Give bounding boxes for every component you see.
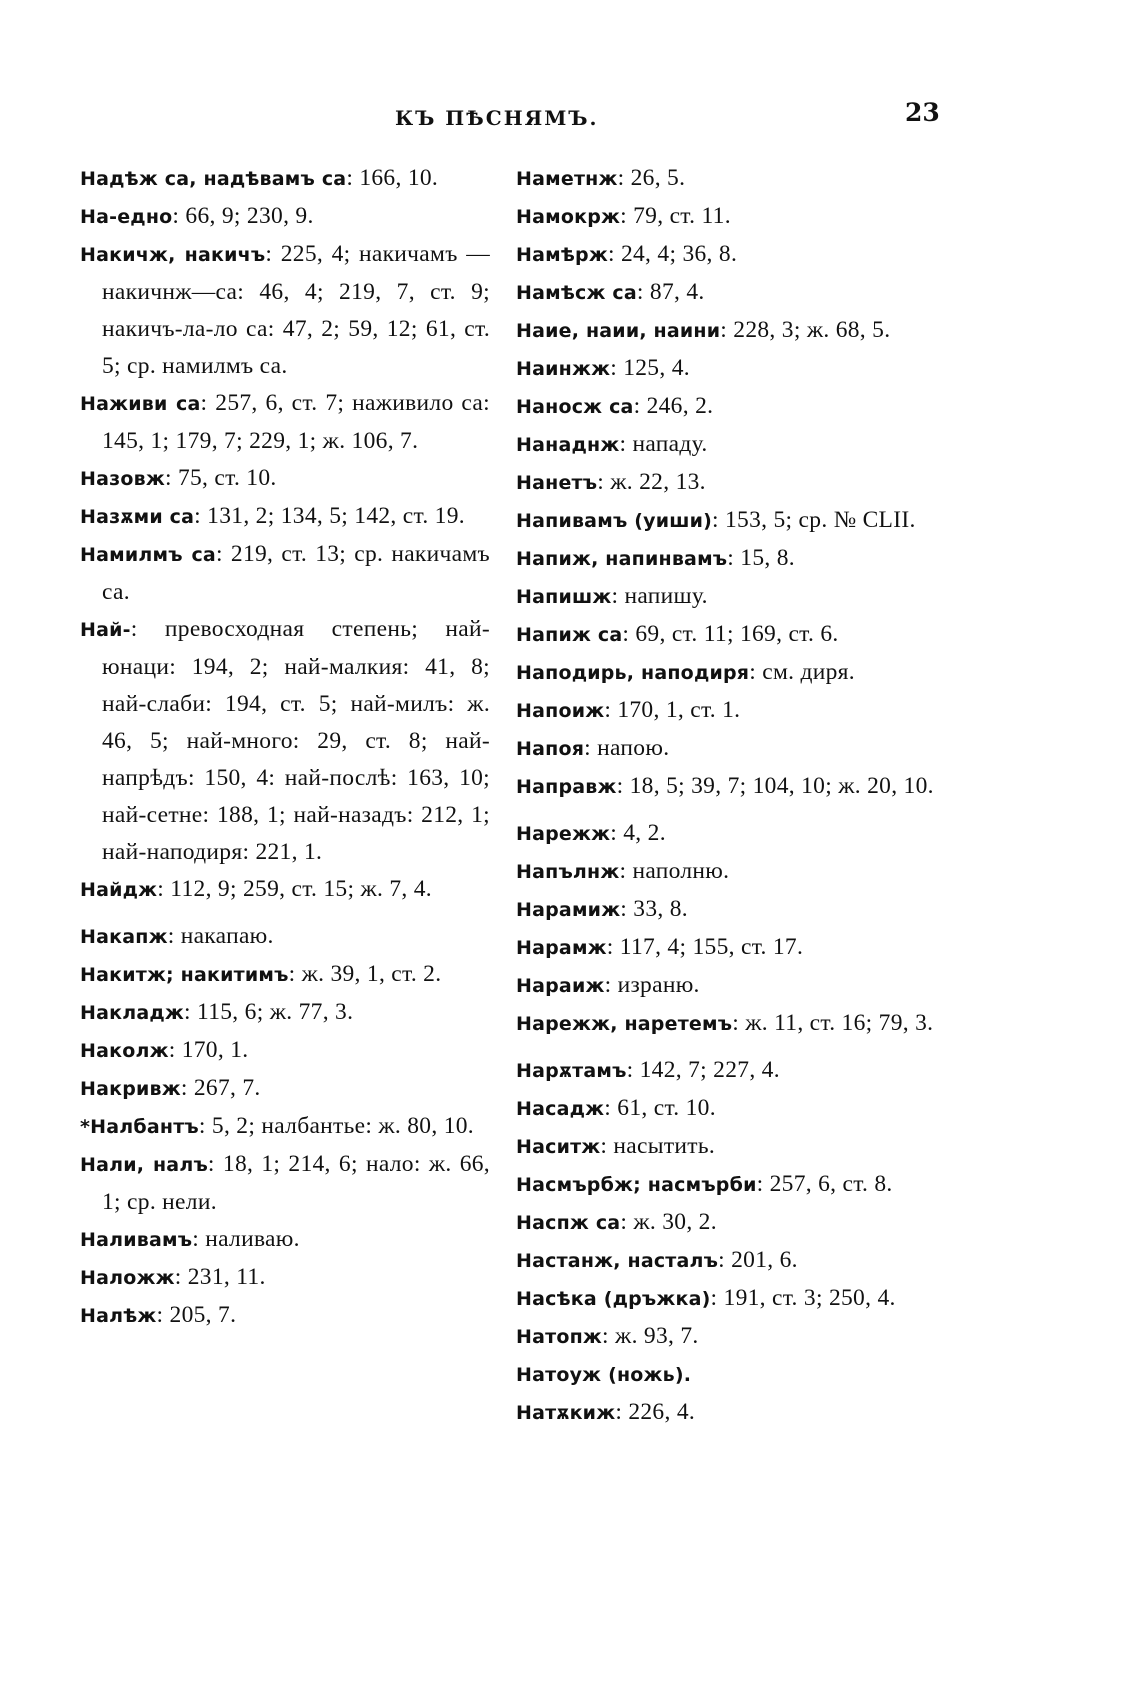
entry-headword: Нарамиж bbox=[516, 899, 621, 921]
entry-references: : напишу. bbox=[611, 583, 708, 609]
dictionary-entry bbox=[80, 994, 490, 1032]
entry-headword: Напишж bbox=[516, 586, 612, 608]
dictionary-entry bbox=[80, 536, 490, 611]
entry-references: : 87, 4. bbox=[636, 279, 705, 305]
entry-headword: Направж bbox=[516, 776, 617, 798]
dictionary-entry bbox=[80, 198, 490, 236]
entry-headword: Назовж bbox=[80, 468, 165, 490]
entry-references: : 61, ст. 10. bbox=[604, 1095, 716, 1121]
entry-headword: Накапж bbox=[80, 926, 168, 948]
page-header bbox=[0, 98, 1140, 138]
entry-references: : 15, 8. bbox=[727, 545, 795, 571]
dictionary-entry bbox=[80, 1032, 490, 1070]
dictionary-entry bbox=[516, 853, 946, 891]
entry-headword: Наливамъ bbox=[80, 1229, 193, 1251]
entry-headword: Наживи са bbox=[80, 393, 201, 415]
entry-references: : накапаю. bbox=[167, 923, 274, 949]
entry-headword: Намѣрж bbox=[516, 244, 608, 266]
entry-headword: Накладж bbox=[80, 1002, 185, 1024]
entry-headword: Наситж bbox=[516, 1136, 601, 1158]
entry-references: : 125, 4. bbox=[610, 355, 690, 381]
entry-references: : напою. bbox=[584, 735, 670, 761]
entry-references: : 246, 2. bbox=[633, 393, 714, 419]
dictionary-entry bbox=[80, 1108, 490, 1146]
dictionary-entry bbox=[516, 768, 946, 806]
entry-headword: Насѣка (дръжка) bbox=[516, 1288, 711, 1310]
dictionary-entry bbox=[516, 274, 946, 312]
entry-references: : 4, 2. bbox=[610, 820, 666, 846]
entry-references: : ж. 93, 7. bbox=[602, 1323, 699, 1349]
entry-headword: Накичж, накичъ bbox=[80, 244, 266, 266]
entry-references: : 257, 6, ст. 8. bbox=[756, 1171, 893, 1197]
entry-references: : 131, 2; 134, 5; 142, ст. 19. bbox=[194, 503, 465, 529]
entry-headword: Натопж bbox=[516, 1326, 603, 1348]
dictionary-entry bbox=[516, 929, 946, 967]
entry-headword: Накитж; накитимъ bbox=[80, 964, 289, 986]
entry-references: : 225, 4; накичамъ — накичнж—са: 46, 4; 219, 7, ст. 9; накичъ-ла-ло са: 47, 2; 59, 12; 61, ст. 5; ср. намилмъ са. bbox=[102, 241, 490, 379]
entry-references: : 201, 6. bbox=[718, 1247, 798, 1273]
entry-headword: Намокрж bbox=[516, 206, 621, 228]
entry-references: : 153, 5; ср. № CLII. bbox=[712, 507, 916, 533]
entry-headword: Накривж bbox=[80, 1078, 181, 1100]
entry-headword: Натѫкиж bbox=[516, 1402, 616, 1424]
dictionary-entry bbox=[80, 871, 490, 909]
entry-headword: Наспж са bbox=[516, 1212, 621, 1234]
entry-headword: Наколж bbox=[80, 1040, 169, 1062]
entry-references: : превосходная степень; най-юнаци: 194, 2; най-малкия: 41, 8; най-слаби: 194, ст. 5; най-милъ: ж. 46, 5; най-много: 29, ст. 8; най-напрѣдъ: 150, 4: най-послѣ: 163, 10; най-сетне: 188, 1; най-назадъ: 212, 1; най-наподиря: 221, 1. bbox=[102, 616, 490, 865]
dictionary-entry bbox=[80, 611, 490, 871]
entry-headword: Надѣж са, надѣвамъ са bbox=[80, 168, 347, 190]
entry-references: : ж. 11, ст. 16; 79, 3. bbox=[732, 1010, 934, 1036]
entry-headword: Намѣсж са bbox=[516, 282, 637, 304]
dictionary-entry bbox=[516, 1318, 946, 1356]
entry-references: : 112, 9; 259, ст. 15; ж. 7, 4. bbox=[157, 876, 432, 902]
entry-references: : ж. 39, 1, ст. 2. bbox=[288, 961, 442, 987]
entry-headword: Нарежж, наретемъ bbox=[516, 1013, 733, 1035]
entry-references: : 33, 8. bbox=[620, 896, 688, 922]
entry-references: : 257, 6, ст. 7; наживило са: 145, 1; 179, 7; 229, 1; ж. 106, 7. bbox=[102, 390, 490, 454]
right-column bbox=[516, 160, 946, 1432]
dictionary-entry bbox=[80, 236, 490, 385]
dictionary-entry bbox=[516, 388, 946, 426]
entry-references: : 18, 5; 39, 7; 104, 10; ж. 20, 10. bbox=[616, 773, 934, 799]
entry-references: : 219, ст. 13; ср. накичамъ са. bbox=[102, 541, 490, 605]
entry-headword: Нарѫтамъ bbox=[516, 1060, 627, 1082]
entry-headword: Назѫми са bbox=[80, 506, 195, 528]
dictionary-entry bbox=[516, 891, 946, 929]
entry-headword: Нанаднж bbox=[516, 434, 620, 456]
entry-headword: Най- bbox=[80, 619, 131, 641]
entry-headword: Наметнж bbox=[516, 168, 618, 190]
dictionary-entry bbox=[516, 502, 946, 540]
entry-references: : наполню. bbox=[619, 858, 730, 884]
entry-references: : 166, 10. bbox=[346, 165, 439, 191]
entry-references: : 228, 3; ж. 68, 5. bbox=[720, 317, 891, 343]
entry-headword: Наинжж bbox=[516, 358, 611, 380]
dictionary-entry bbox=[516, 692, 946, 730]
dictionary-entry bbox=[80, 1297, 490, 1335]
dictionary-entry bbox=[516, 1394, 946, 1432]
dictionary-entry bbox=[516, 1280, 946, 1318]
entry-references: : 5, 2; налбантье: ж. 80, 10. bbox=[198, 1113, 474, 1139]
entry-headword: Напиж, напинвамъ bbox=[516, 548, 728, 570]
dictionary-entry bbox=[80, 460, 490, 498]
entry-headword: Насмърбж; насмърби bbox=[516, 1174, 757, 1196]
entry-references: : 66, 9; 230, 9. bbox=[172, 203, 314, 229]
entry-references: : наливаю. bbox=[192, 1226, 300, 1252]
entry-references: : 69, ст. 11; 169, ст. 6. bbox=[622, 621, 839, 647]
dictionary-entry bbox=[80, 160, 490, 198]
dictionary-entry bbox=[516, 654, 946, 692]
entry-references: : нападу. bbox=[619, 431, 708, 457]
dictionary-entry bbox=[516, 540, 946, 578]
entry-headword: Напоиж bbox=[516, 700, 605, 722]
running-title: КЪ ПѢСНЯМЪ. bbox=[395, 106, 599, 130]
dictionary-entry bbox=[516, 1204, 946, 1242]
entry-references: : 170, 1. bbox=[168, 1037, 249, 1063]
dictionary-entry bbox=[80, 1146, 490, 1221]
entry-references: : 115, 6; ж. 77, 3. bbox=[184, 999, 354, 1025]
dictionary-entry bbox=[516, 1356, 946, 1394]
left-column bbox=[80, 160, 490, 1335]
dictionary-entry bbox=[516, 616, 946, 654]
entry-headword: Нали, налъ bbox=[80, 1154, 208, 1176]
dictionary-entry bbox=[516, 1242, 946, 1280]
dictionary-entry bbox=[80, 385, 490, 460]
dictionary-entry bbox=[80, 956, 490, 994]
entry-headword: Наподирь, наподиря bbox=[516, 662, 750, 684]
entry-references: : 191, ст. 3; 250, 4. bbox=[710, 1285, 896, 1311]
entry-headword: Напълнж bbox=[516, 861, 620, 883]
entry-headword: Настанж, насталъ bbox=[516, 1250, 719, 1272]
entry-headword: Наносж са bbox=[516, 396, 634, 418]
dictionary-entry bbox=[516, 1052, 946, 1090]
entry-headword: Нараиж bbox=[516, 975, 605, 997]
dictionary-entry bbox=[516, 198, 946, 236]
entry-references: : 24, 4; 36, 8. bbox=[607, 241, 738, 267]
entry-references: : ж. 30, 2. bbox=[620, 1209, 717, 1235]
dictionary-entry bbox=[516, 350, 946, 388]
entry-references: : израню. bbox=[604, 972, 700, 998]
entry-headword: Наложж bbox=[80, 1267, 175, 1289]
entry-headword: Намилмъ са bbox=[80, 544, 216, 566]
entry-headword: Натоуж (ножь). bbox=[516, 1364, 692, 1386]
entry-headword: Насадж bbox=[516, 1098, 605, 1120]
dictionary-entry bbox=[516, 160, 946, 198]
entry-headword: Напиж са bbox=[516, 624, 623, 646]
entry-headword: Наие, наии, наини bbox=[516, 320, 721, 342]
page-number: 23 bbox=[905, 98, 940, 127]
entry-references: : 267, 7. bbox=[180, 1075, 261, 1101]
entry-references: : 18, 1; 214, 6; нало: ж. 66, 1; ср. нели. bbox=[102, 1151, 490, 1215]
dictionary-entry bbox=[516, 464, 946, 502]
entry-references: : 231, 11. bbox=[174, 1264, 266, 1290]
entry-references: : 170, 1, ст. 1. bbox=[604, 697, 741, 723]
dictionary-entry bbox=[516, 1005, 946, 1043]
entry-references: : 205, 7. bbox=[156, 1302, 237, 1328]
dictionary-entry bbox=[80, 1221, 490, 1259]
dictionary-entry bbox=[516, 1128, 946, 1166]
entry-headword: *Налбантъ bbox=[80, 1116, 199, 1138]
entry-headword: Нанетъ bbox=[516, 472, 598, 494]
dictionary-entry bbox=[80, 918, 490, 956]
entry-headword: На-едно bbox=[80, 206, 173, 228]
dictionary-entry bbox=[80, 1070, 490, 1108]
entry-headword: Нарамж bbox=[516, 937, 607, 959]
dictionary-entry bbox=[516, 1090, 946, 1128]
entry-references: : 75, ст. 10. bbox=[164, 465, 277, 491]
dictionary-entry bbox=[516, 967, 946, 1005]
dictionary-entry bbox=[80, 498, 490, 536]
dictionary-entry bbox=[516, 236, 946, 274]
entry-references: : ж. 22, 13. bbox=[597, 469, 706, 495]
entry-headword: Нарежж bbox=[516, 823, 611, 845]
entry-references: : 117, 4; 155, ст. 17. bbox=[606, 934, 804, 960]
dictionary-entry bbox=[516, 815, 946, 853]
dictionary-entry bbox=[516, 312, 946, 350]
dictionary-entry bbox=[516, 730, 946, 768]
entry-headword: Найдж bbox=[80, 879, 158, 901]
entry-headword: Напоя bbox=[516, 738, 585, 760]
entry-references: : см. диря. bbox=[749, 659, 855, 685]
dictionary-entry bbox=[516, 426, 946, 464]
entry-references: : 142, 7; 227, 4. bbox=[626, 1057, 780, 1083]
entry-references: : 79, ст. 11. bbox=[620, 203, 731, 229]
entry-references: : насытить. bbox=[600, 1133, 716, 1159]
dictionary-entry bbox=[516, 578, 946, 616]
entry-references: : 26, 5. bbox=[617, 165, 686, 191]
entry-headword: Напивамъ (уиши) bbox=[516, 510, 712, 532]
dictionary-entry bbox=[80, 1259, 490, 1297]
entry-headword: Налѣж bbox=[80, 1305, 157, 1327]
entry-references: : 226, 4. bbox=[615, 1399, 696, 1425]
dictionary-entry bbox=[516, 1166, 946, 1204]
